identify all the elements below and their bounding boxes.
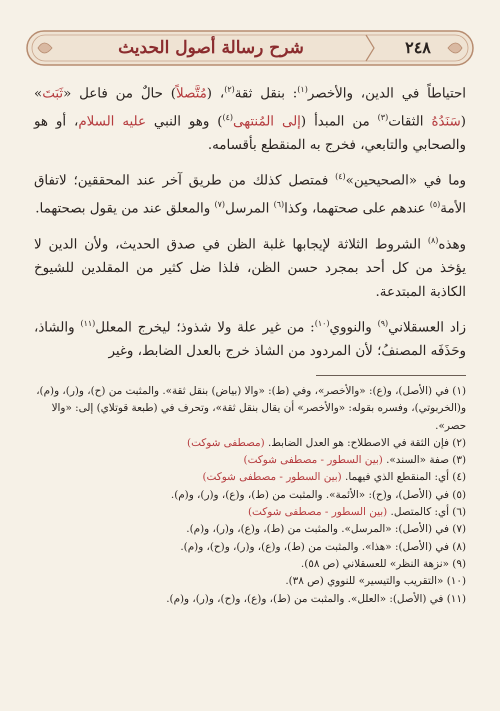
- footnote-item: (٢) فإن الثقة في الاصطلاح: هو العدل الضابط. (مصطفى شوكت): [187, 436, 466, 449]
- footnote-ref: (٤): [222, 112, 234, 122]
- footnote-ref: (١): [297, 85, 308, 94]
- footnote-item: (٦) أي: كالمتصل. (بين السطور - مصطفى شوكت): [248, 506, 466, 519]
- footnote-divider: [316, 375, 466, 376]
- paragraph-4: زاد العسقلاني$^{(٩)}$ والنووي$^{(١٠)}$: من غير علة ولا شذوذ؛ ليخرج المعلل$^{(١١)}$ والشاذ، وحَذَفَه المصنفُ؛ لأن المردود من الشاذ خرج بالعدل الضابط، وغير: [34, 319, 466, 360]
- honorific: عليه السلام: [78, 114, 146, 130]
- paragraph-1: احتياطاً في الدين، والأخصر$^{(١)}$: بنقل ثقة$^{(٢)}$، (مُتَّصلاً) حالٌ من فاعل «ثَبَتَ» (سَنَدُهُ الثقات$^{(٣)}$ من المبدأ (إلى المُنتهى$^{(٤)}$) وهو النبي عليه السلام، أو هو والصحابي والتابعي، فخرج به المنقطع بأقسامه.: [34, 85, 466, 153]
- footnote-ref: (٥): [429, 200, 441, 210]
- footnote-item: (٤) أي: المنقطع الذي فيهما. (بين السطور - مصطفى شوكت): [202, 471, 466, 484]
- footnote-ref: (٤): [335, 172, 346, 182]
- matn-text: سَنَدُهُ: [431, 114, 461, 130]
- footnote-item: (٣) صفة «السند». (بين السطور - مصطفى شوكت): [243, 454, 466, 467]
- running-title: شرح رسالة أصول الحديث: [118, 38, 304, 58]
- footnote-item: (٩) «نزهة النظر» للعسقلاني (ص ٥٨).: [300, 557, 466, 570]
- footnote-item: (٧) في (الأصل): «المرسل». والمثبت من (ط)، و(ع)، و(ر)، و(م).: [186, 523, 466, 536]
- footnote-ref: (٦): [273, 200, 285, 210]
- paragraph-3: وهذه$^{(٨)}$ الشروط الثلاثة لإيجابها غلبة الظن في صدق الحديث، ولأن الدين لا يؤخذ من كل أحد بمجرد حسن الظن، فلذا ضل كثير من المقلدين للشيوخ الكاذبة المبتدعة.: [34, 236, 466, 300]
- footnote-ref: (١٠): [314, 319, 330, 329]
- footnote-item: (٨) في (الأصل): «هذا». والمثبت من (ط)، و(ع)، و(ر)، و(ح)، و(م).: [180, 540, 466, 553]
- main-text: [34, 78, 466, 372]
- matn-text: ثَبَتَ: [42, 86, 64, 102]
- footnote-item: (١١) في (الأصل): «العلل». والمثبت من (ط)، و(ع)، و(ح)، و(ر)، و(م).: [166, 592, 466, 605]
- footnotes: [34, 383, 466, 608]
- footnote-ref: (٢): [224, 85, 235, 94]
- footnote-ref: (٩): [377, 319, 389, 329]
- matn-text: إلى المُنتهى: [233, 114, 301, 130]
- footnote-ref: (٣): [377, 112, 389, 122]
- footnote-item: (٥) في (الأصل)، و(ح): «الأئمة». والمثبت من (ط)، و(ع)، و(ر)، و(م).: [170, 488, 466, 501]
- footnote-ref: (٧): [214, 200, 226, 210]
- page-header: [26, 28, 474, 68]
- paragraph-2: وما في «الصحيحين»$^{(٤)}$ فمتصل كذلك من طريق آخر عند المحققين؛ لاتفاق الأمة$^{(٥)}$ عندهم على صحتهما، وكذا$^{(٦)}$ المرسل$^{(٧)}$ والمعلق عند من يقول بصحتهما.: [34, 172, 467, 217]
- page-number: ٢٤٨: [405, 38, 431, 57]
- footnote-ref: (٨): [427, 236, 439, 246]
- footnote-item: (١) في (الأصل)، و(ع): «والأخصر»، وفي (ط): «والا (بياض) بنقل ثقة». والمثبت من (ح)، و(ر)، و(م)، و(الخربوتي)، وفسره بقوله: «والأخصر» أن يقال بنقل ثقة»، وتحرف في (طبعة قوتلاي) إلى: «والا حصر».: [36, 385, 466, 432]
- footnote-ref: (١١): [80, 319, 96, 329]
- footnote-item: (١٠) «التقريب والتيسير» للنووي (ص ٣٨).: [285, 575, 466, 588]
- matn-text: مُتَّصلاً: [175, 86, 207, 102]
